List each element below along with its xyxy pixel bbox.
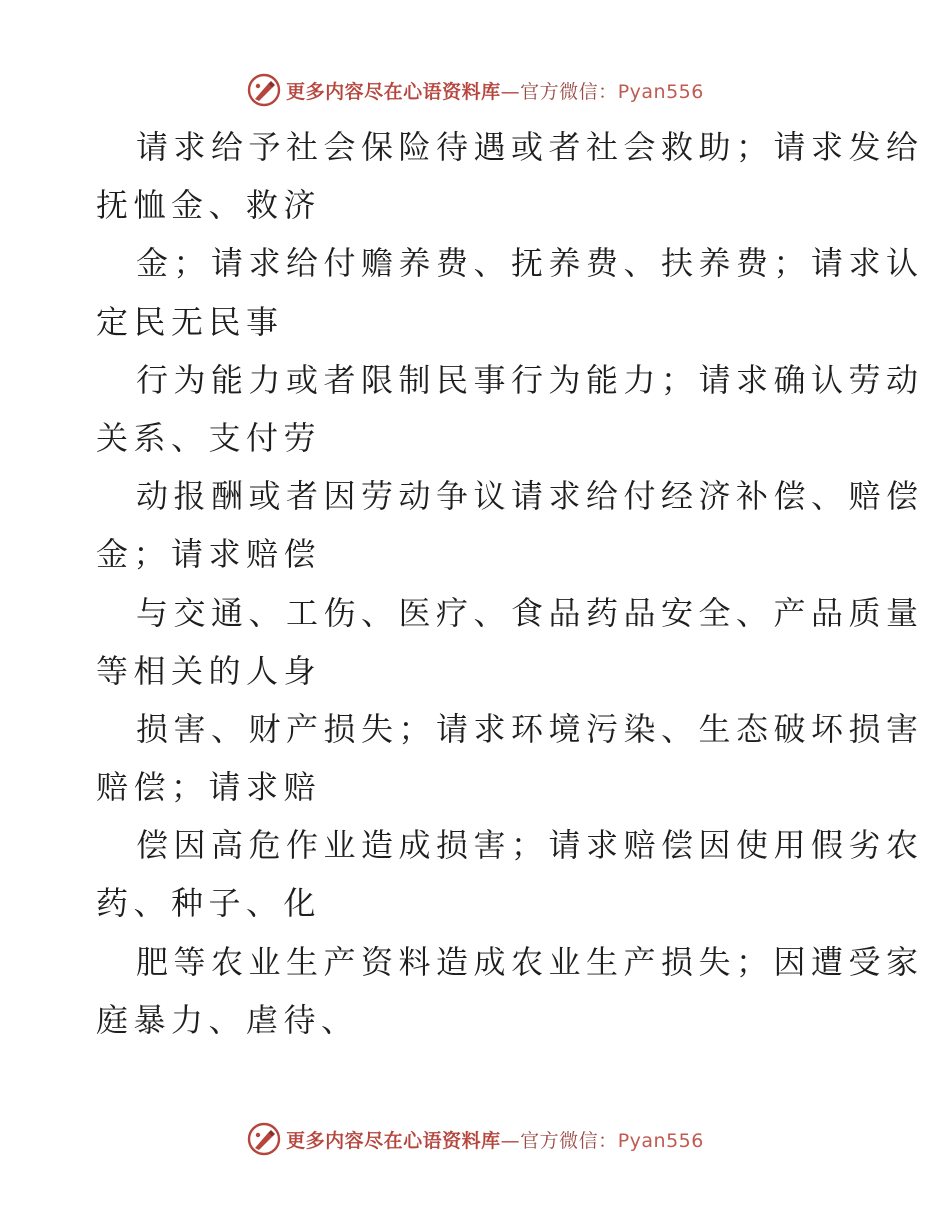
document-body xyxy=(96,118,924,1049)
body-line: 金；请求给付赡养费、抚养费、扶养费；请求认 xyxy=(136,244,924,283)
body-line: 动报酬或者因劳动争议请求给付经济补偿、赔偿 xyxy=(136,477,924,516)
watermark-wechat-id: Pyan556 xyxy=(617,80,704,103)
watermark-site-text: 更多内容尽在心语资料库 xyxy=(286,80,501,103)
pen-circle-logo-icon xyxy=(246,72,282,108)
footer-watermark xyxy=(0,1119,950,1159)
body-line: 请求给予社会保险待遇或者社会救助；请求发给 xyxy=(136,128,924,166)
body-line: 赔偿；请求赔 xyxy=(96,768,322,807)
watermark-site-text: 更多内容尽在心语资料库 xyxy=(286,1129,501,1152)
header-watermark xyxy=(0,70,950,110)
body-line: 抚恤金、救济 xyxy=(96,186,322,225)
watermark-wechat-label: 官方微信： xyxy=(520,1129,618,1152)
pen-circle-logo-icon xyxy=(246,1121,282,1157)
body-line: 定民无民事 xyxy=(96,302,284,341)
body-line: 金；请求赔偿 xyxy=(96,535,322,574)
watermark-separator: — xyxy=(500,1129,521,1152)
body-line: 药、种子、化 xyxy=(96,884,322,923)
body-line: 与交通、工伤、医疗、食品药品安全、产品质量 xyxy=(136,593,924,632)
watermark-separator: — xyxy=(500,80,521,103)
body-line: 肥等农业生产资料造成农业生产损失；因遭受家 xyxy=(136,942,924,981)
body-line: 损害、财产损失；请求环境污染、生态破坏损害 xyxy=(136,709,924,748)
body-line: 等相关的人身 xyxy=(96,651,322,690)
body-line: 庭暴力、虐待、 xyxy=(96,1000,359,1039)
body-line: 关系、支付劳 xyxy=(96,418,322,457)
watermark-wechat-label: 官方微信： xyxy=(520,80,618,103)
watermark-text xyxy=(286,1126,704,1153)
watermark-text xyxy=(286,77,704,104)
body-line: 行为能力或者限制民事行为能力；请求确认劳动 xyxy=(136,360,924,399)
body-line: 偿因高危作业造成损害；请求赔偿因使用假劣农 xyxy=(136,826,924,865)
watermark-wechat-id: Pyan556 xyxy=(617,1129,704,1152)
